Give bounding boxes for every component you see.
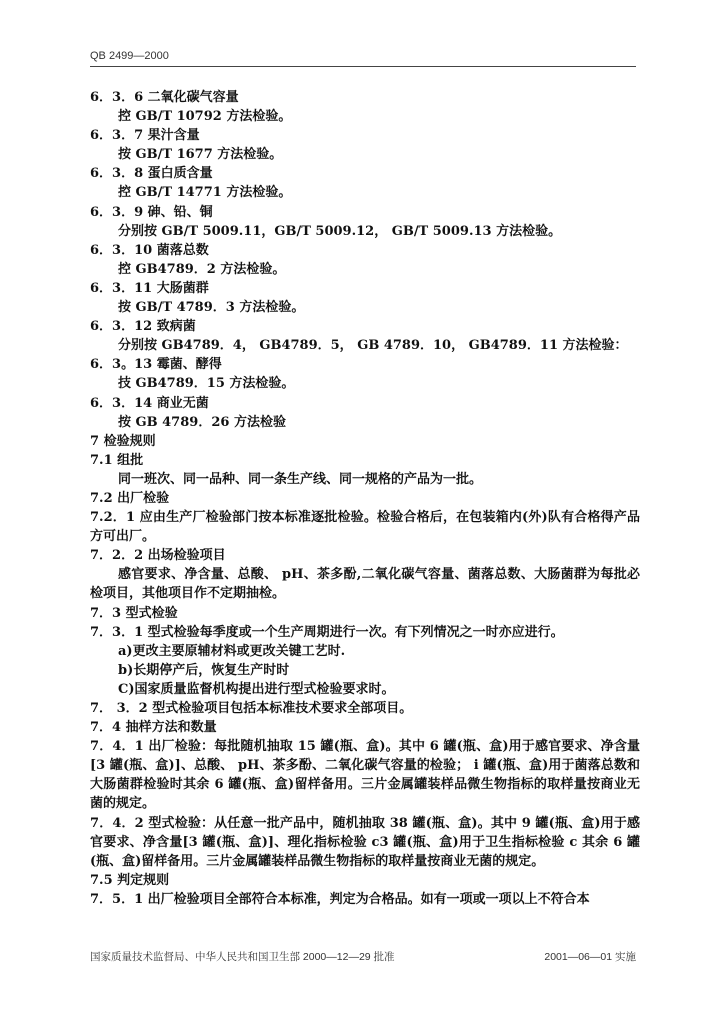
clause-text: 7．3．1 型式检验每季度或一个生产周期进行一次。有下列情况之一时亦应进行。 <box>90 624 564 640</box>
clause-text: 分别按 GB/T 5009.11，GB/T 5009.12， GB/T 5009.13 方法检验。 <box>118 223 562 239</box>
list-item: a)更改主要原辅材料或更改关键工艺时. <box>118 643 346 659</box>
clause-heading: 6．3．9 砷、铅、铜 <box>90 204 213 220</box>
clause-paragraph: 7．4．1 出厂检验：每批随机抽取 15 罐(瓶、盒)。其中 6 罐(瓶、盒)用于感官要求、净含量[3 罐(瓶、盒)]、总酸、 pH、茶多酚、二氧化碳气容量的检验； i 罐(瓶、盒)用于菌落总数和大肠菌群检验时其余 6 罐(瓶、盒)留样备用。三片金属罐装样品微生物指标的取样量按商业无菌的规定。 <box>90 739 640 812</box>
clause-paragraph: 7．4．2 型式检验：从任意一批产品中，随机抽取 38 罐(瓶、盒)。其中 9 罐(瓶、盒)用于感官要求、净含量[3 罐(瓶、盒)]、理化指标检验 c3 罐(瓶、盒)用于卫生指标检验 c 其余 6 罐(瓶、盒)留样备用。三片金属罐装样品微生物指标的取样量按商业无菌的规定。 <box>90 815 640 869</box>
header-rule <box>90 66 636 67</box>
clause-heading: 6．3．6 二氧化碳气容量 <box>90 90 239 105</box>
clause-heading: 7．4 抽样方法和数量 <box>90 720 217 736</box>
effective-date: 2001—06—01 实施 <box>544 951 636 963</box>
list-item: b)长期停产后，恢复生产时时 <box>118 662 290 678</box>
clause-heading: 6．3．10 菌落总数 <box>90 242 209 258</box>
section-heading: 7 检验规则 <box>90 433 156 449</box>
clause-text: 控 GB/T 10792 方法检验。 <box>118 109 292 125</box>
clause-text: 7． 3．2 型式检验项目包括本标准技术要求全部项目。 <box>90 701 413 716</box>
clause-text: 同一班次、同一品种、同一条生产线、同一规格的产品为一批。 <box>118 471 483 487</box>
clause-text: 分别按 GB4789．4， GB4789．5， GB 4789．10， GB4789．11 方法检验： <box>118 338 628 354</box>
clause-heading: 7．3 型式检验 <box>90 605 178 621</box>
clause-heading: 7.5 判定规则 <box>90 872 170 888</box>
clause-heading: 6．3．7 果汁含量 <box>90 128 200 144</box>
clause-text: 技 GB4789．15 方法检验。 <box>118 376 295 392</box>
clause-heading: 6．3．11 大肠菌群 <box>90 280 209 296</box>
document-body <box>90 88 640 909</box>
clause-text: 控 GB/T 14771 方法检验。 <box>118 185 292 201</box>
clause-text: 控 GB4789．2 方法检验。 <box>118 261 286 277</box>
clause-heading: 7．2．2 出场检验项目 <box>90 548 226 564</box>
clause-text: 按 GB/T 1677 方法检验。 <box>118 147 283 163</box>
clause-heading: 7.2 出厂检验 <box>90 490 170 506</box>
clause-text: 按 GB 4789．26 方法检验 <box>118 414 286 430</box>
clause-paragraph: 感官要求、净含量、总酸、 pH、茶多酚,二氧化碳气容量、菌落总数、大肠菌群为每批必检项目，其他项目作不定期抽检。 <box>90 567 640 602</box>
clause-text: 7．5．1 出厂检验项目全部符合本标准，判定为合格品。如有一项或一项以上不符合本 <box>90 891 590 907</box>
clause-heading: 7.1 组批 <box>90 452 144 468</box>
clause-paragraph: 7.2．1 应由生产厂检验部门按本标准逐批检验。检验合格后，在包装箱内(外)队有合格得产品方可出厂。 <box>90 510 640 545</box>
clause-heading: 6．3．14 商业无菌 <box>90 395 209 411</box>
list-item: C)国家质量监督机构提出进行型式检验要求时。 <box>118 681 395 697</box>
clause-heading: 6．3．12 致病菌 <box>90 319 196 335</box>
clause-heading: 6．3．8 蛋白质含量 <box>90 166 213 182</box>
clause-text: 按 GB/T 4789．3 方法检验。 <box>118 300 305 316</box>
document-code: QB 2499—2000 <box>90 50 169 62</box>
footer <box>90 949 636 964</box>
approval-note: 国家质量技术监督局、中华人民共和国卫生部 2000—12—29 批准 <box>90 951 395 963</box>
clause-heading: 6．3。13 霉菌、酵得 <box>90 357 222 373</box>
